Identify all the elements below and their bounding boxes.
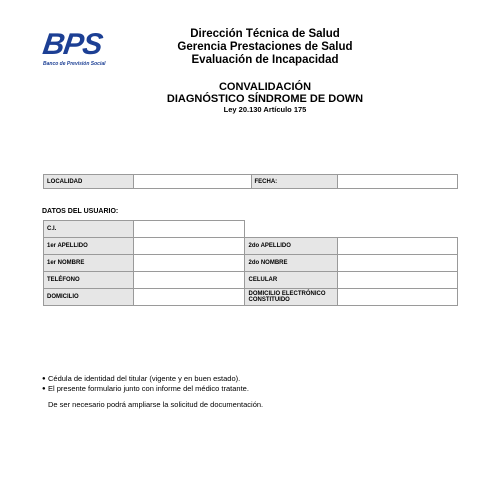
title-line-1: CONVALIDACIÓN: [218, 81, 312, 93]
header-line-3: Evaluación de Incapacidad: [191, 54, 339, 66]
nombre1-label: 1er NOMBRE: [44, 255, 134, 272]
document-title: [150, 81, 380, 115]
bullet-icon: ●: [42, 376, 46, 382]
nombre2-label: 2do NOMBRE: [245, 255, 338, 272]
nombre2-field[interactable]: [338, 255, 458, 272]
fecha-label: FECHA:: [251, 175, 338, 189]
list-item: [42, 384, 263, 394]
blank-cell: [245, 221, 458, 238]
domicilio-electronico-field[interactable]: [338, 289, 458, 306]
location-date-table: [43, 174, 458, 189]
logo-subtitle: Banco de Previsión Social: [43, 61, 106, 67]
title-line-2: DIAGNÓSTICO SÍNDROME DE DOWN: [166, 93, 364, 105]
logo-text: BPS: [40, 28, 105, 61]
list-item: [42, 374, 263, 384]
note-text: El presente formulario junto con informe del médico tratante.: [48, 384, 249, 393]
document-header: [150, 28, 380, 67]
ci-label: C.I.: [44, 221, 134, 238]
user-data-table: [43, 220, 458, 306]
domicilio-field[interactable]: [133, 289, 245, 306]
telefono-label: TELÉFONO: [44, 272, 134, 289]
apellido1-label: 1er APELLIDO: [44, 238, 134, 255]
apellido2-label: 2do APELLIDO: [245, 238, 338, 255]
header-line-2: Gerencia Prestaciones de Salud: [177, 41, 353, 53]
domicilio-label: DOMICILIO: [44, 289, 134, 306]
apellido2-field[interactable]: [338, 238, 458, 255]
bps-logo: [40, 28, 113, 70]
localidad-label: LOCALIDAD: [44, 175, 134, 189]
law-reference: Ley 20.130 Artículo 175: [223, 105, 307, 114]
domicilio-electronico-label: DOMICILIO ELECTRÓNICO CONSTITUIDO: [245, 289, 338, 306]
bullet-icon: ●: [42, 386, 46, 392]
nombre1-field[interactable]: [133, 255, 245, 272]
apellido1-field[interactable]: [133, 238, 245, 255]
telefono-field[interactable]: [133, 272, 245, 289]
celular-label: CELULAR: [245, 272, 338, 289]
user-data-title: DATOS DEL USUARIO:: [42, 208, 119, 215]
celular-field[interactable]: [338, 272, 458, 289]
extra-note: De ser necesario podrá ampliarse la solicitud de documentación.: [48, 400, 264, 409]
header-line-1: Dirección Técnica de Salud: [190, 28, 340, 40]
note-text: Cédula de identidad del titular (vigente y en buen estado).: [48, 374, 241, 383]
requirements-notes: [42, 374, 263, 410]
localidad-field[interactable]: [133, 175, 251, 189]
fecha-field[interactable]: [338, 175, 458, 189]
ci-field[interactable]: [133, 221, 245, 238]
